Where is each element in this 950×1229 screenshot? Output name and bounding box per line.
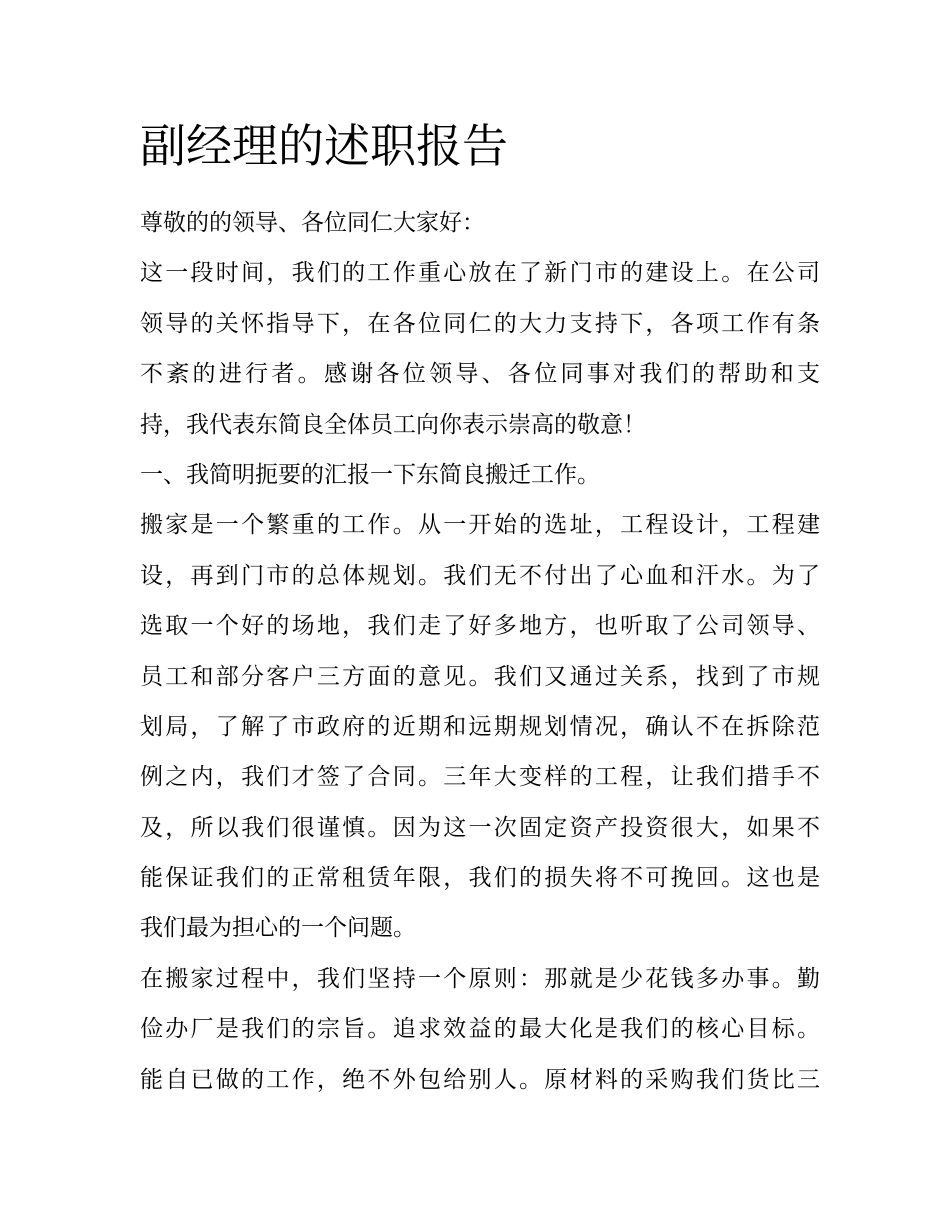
paragraph-line: 划局，了解了市政府的近期和远期规划情况，确认不在拆除范 bbox=[140, 713, 820, 740]
paragraph-line: 设，再到门市的总体规划。我们无不付出了心血和汗水。为了 bbox=[140, 562, 820, 589]
document-body bbox=[140, 198, 820, 1105]
paragraph-line: 一、我简明扼要的汇报一下东简良搬迁工作。 bbox=[140, 461, 600, 488]
paragraph-line: 及，所以我们很谨慎。因为这一次固定资产投资很大，如果不 bbox=[140, 814, 820, 841]
paragraph-line: 我们最为担心的一个问题。 bbox=[140, 915, 416, 942]
paragraph-line: 这一段时间，我们的工作重心放在了新门市的建设上。在公司 bbox=[140, 260, 820, 287]
paragraph-line: 例之内，我们才签了合同。三年大变样的工程，让我们措手不 bbox=[140, 764, 820, 791]
paragraph-line: 不紊的进行者。感谢各位领导、各位同事对我们的帮助和支 bbox=[140, 361, 820, 388]
paragraph-line: 能保证我们的正常租赁年限，我们的损失将不可挽回。这也是 bbox=[140, 865, 820, 892]
paragraph-line: 尊敬的的领导、各位同仁大家好： bbox=[140, 210, 485, 236]
paragraph-line: 俭办厂是我们的宗旨。追求效益的最大化是我们的核心目标。 bbox=[140, 1016, 820, 1043]
paragraph-line: 选取一个好的场地，我们走了好多地方，也听取了公司领导、 bbox=[140, 613, 820, 640]
paragraph-line: 员工和部分客户三方面的意见。我们又通过关系，找到了市规 bbox=[140, 663, 820, 690]
paragraph-line: 在搬家过程中，我们坚持一个原则：那就是少花钱多办事。勤 bbox=[140, 965, 820, 992]
paragraph-line: 搬家是一个繁重的工作。从一开始的选址，工程设计，工程建 bbox=[140, 512, 820, 539]
document-title: 副经理的述职报告 bbox=[140, 119, 508, 173]
paragraph-line: 能自已做的工作，绝不外包给别人。原材料的采购我们货比三 bbox=[140, 1066, 820, 1093]
paragraph-line: 持，我代表东简良全体员工向你表示崇高的敬意！ bbox=[140, 411, 646, 438]
paragraph-line: 领导的关怀指导下，在各位同仁的大力支持下，各项工作有条 bbox=[140, 310, 820, 337]
